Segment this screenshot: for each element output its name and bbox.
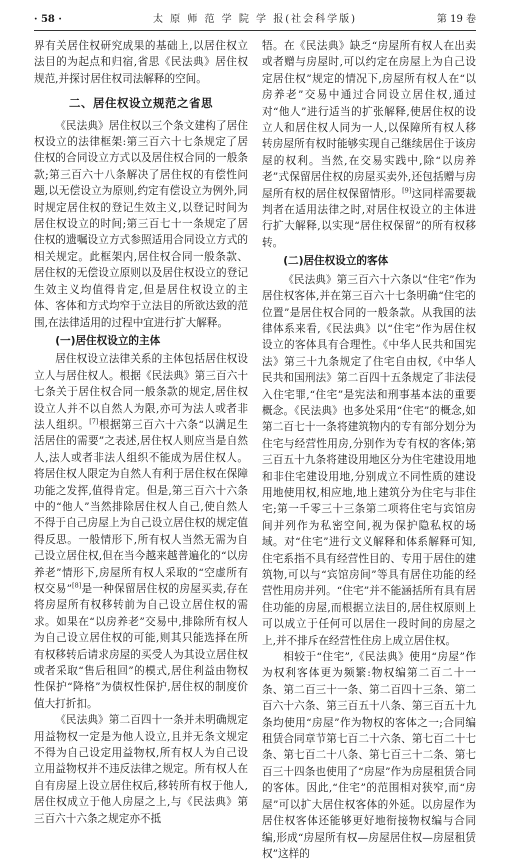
left-column xyxy=(34,38,248,827)
paragraph-continuation-part-1: 牾。在《民法典》缺乏“房屋所有权人在出卖或者赠与房屋时,可以约定在房屋上为自己设定居住权”规定的情况下,房屋所有权人在“以房养老”交易中通过合同设立居住权,通过对“他人”进行适当的扩张解释,使居住权的设立人和居住权人同为一人,以保障所有权人移转房屋所有权时能够实现自己继续居住于该房屋的权利。当然,在交易实践中,除“以房养老”式保留居住权的房屋买卖外,还包括赠与房屋所有权的居住权保留情形。 xyxy=(262,40,476,200)
paragraph-subject-part-3: 是一种保留居住权的房屋买卖,存在将房屋所有权移转前为自己设立居住权的需求。如果在“以房养老”交易中,排除所有权人为自己设立居住权的可能,则其只能选择在所有权移转后请求房屋的买受人为其设立居住权或者采取“售后租回”的模式,居住利益由物权性保护“降格”为债权性保护,居住权的制度价值大打折扣。 xyxy=(34,583,248,710)
subsection-heading-subject: (一)居住权设立的主体 xyxy=(55,334,161,347)
paragraph-intro-end: 界有关居住权研究成果的基础上,以居住权立法目的为起点和归宿,省思《民法典》居住权规范,并探讨居住权司法解释的空间。 xyxy=(34,40,248,85)
page-number: · 58 · xyxy=(34,14,62,25)
right-column xyxy=(262,38,476,862)
paragraph-subject xyxy=(34,351,248,712)
citation-9: [9] xyxy=(402,186,412,195)
paragraph-continuation xyxy=(262,38,476,251)
paragraph-subject-part-2: 根据第三百六十六条“以满足生活居住的需要”之表述,居住权人则应当是自然人,法人或者非法人组织不能成为居住权人。将居住权人限定为自然人有利于居住权在保障功能之发挥,值得肯定。但是,第三百六十六条中的“他人”当然排除居住权人自己,使自然人不得于自己房屋上为自己设立居住权的规定值得反思。一般情形下,所有权人当然无需为自己设立居住权,但在当今越来越普遍化的“以房养老”情形下,房屋所有权人采取的“空虚所有权交易” xyxy=(34,418,249,595)
citation-8: [8] xyxy=(72,581,82,590)
citation-7: [7] xyxy=(89,417,99,426)
subsection-heading-object: (二)居住权设立的客体 xyxy=(283,255,389,268)
section-heading: 二、居住权设立规范之省思 xyxy=(69,96,213,111)
volume-number: 第 19 卷 xyxy=(436,14,476,25)
paragraph-usufruct: 《民法典》第二百四十一条并未明确规定用益物权一定是为他人设立,且并无条文规定不得为自己设定用益物权,所有权人为自己设立用益物权并不违反法律之规定。所有权人在自有房屋上设立居住权后,移转所有权于他人,居住权成立于他人房屋之上,与《民法典》第三百六十六条之规定亦不抵 xyxy=(34,714,248,825)
paragraph-subject-part-1: 居住权设立法律关系的主体包括居住权设立人与居住权人。根据《民法典》第三百六十七条关于居住权合同一般条款的规定,居住权设立人并不以自然人为限,亦可为法人或者非法人组织。 xyxy=(34,353,248,431)
journal-title: 太 原 师 范 学 院 学 报(社会科学版) xyxy=(152,14,358,25)
running-header xyxy=(34,10,476,31)
paragraph-continuation-part-2: 这同样需要裁判者在适用法律之时,对居住权设立的主体进行扩大解释,以实现“居住权保留”的所有权移转。 xyxy=(262,187,477,249)
paragraph-framework: 《民法典》居住权以三个条文建构了居住权设立的法律框架:第三百六十七条规定了居住权的合同设立方式以及居住权合同的一般条款;第三百六十八条解决了居住权的有偿性问题,以无偿设立为原则,约定有偿设立为例外,同时规定居住权的登记生效主义,以登记时间为居住权设立的时间;第三百七十一条规定了居住权的遗嘱设立方式参照适用合同设立方式的相关规定。此框架内,居住权合同一般条款、居住权的无偿设立原则以及居住权设立的登记生效主义均值得肯定,但是居住权设立的主体、客体和方式均窄于立法目的所欲达致的范围,在法律适用的过程中宜进行扩大解释。 xyxy=(34,119,248,329)
paragraph-object: 《民法典》第三百六十六条以“住宅”作为居住权客体,并在第三百六十七条明确“住宅的位置”是居住权合同的一般条款。从我国的法律体系来看,《民法典》以“住宅”作为居住权设立的客体具有合理性。《中华人民共和国宪法》第三十九条规定了住宅自由权,《中华人民共和国刑法》第二百四十五条规定了非法侵入住宅罪,“住宅”是宪法和刑事基本法的重要概念。《民法典》也多处采用“住宅”的概念,如第二百七十一条将建筑物内的专有部分划分为住宅与经营性用房,分别作为专有权的客体;第三百五十九条将建设用地区分为住宅建设用地和非住宅建设用地,分别成立不同性质的建设用地使用权,相应地,地上建筑分为住宅与非住宅;第一千零三十三条第二项将住宅与宾馆房间并列作为私密空间,视为保护隐私权的场域。对“住宅”进行文义解释和体系解释可知,住宅系指不具有经营性目的、专用于居住的建筑物,可以与“宾馆房间”等具有居住功能的经营性用房并列。“住宅”并不能涵括所有具有居住功能的房屋,而根据立法目的,居住权原则上可以成立于任何可以居住一段时间的房屋之上,并不排斥在经营性住房上成立居住权。 xyxy=(262,273,476,647)
paragraph-house: 相较于“住宅”,《民法典》使用“房屋”作为权利客体更为频繁:物权编第二百二十一条、第二百三十一条、第二百四十三条、第二百六十六条、第三百五十八条、第三百五十九条均使用“房屋”作为物权的客体之一;合同编租赁合同章节第七百二十六条、第七百二十七条、第七百二十八条、第七百三十二条、第七百三十四条也使用了“房屋”作为房屋租赁合同的客体。因此,“住宅”的范围相对狭窄,而“房屋”可以扩大居住权客体的外延。以房屋作为居住权客体还能够更好地衔接物权编与合同编,形成“房屋所有权—房屋居住权—房屋租赁权”这样的 xyxy=(262,651,476,860)
